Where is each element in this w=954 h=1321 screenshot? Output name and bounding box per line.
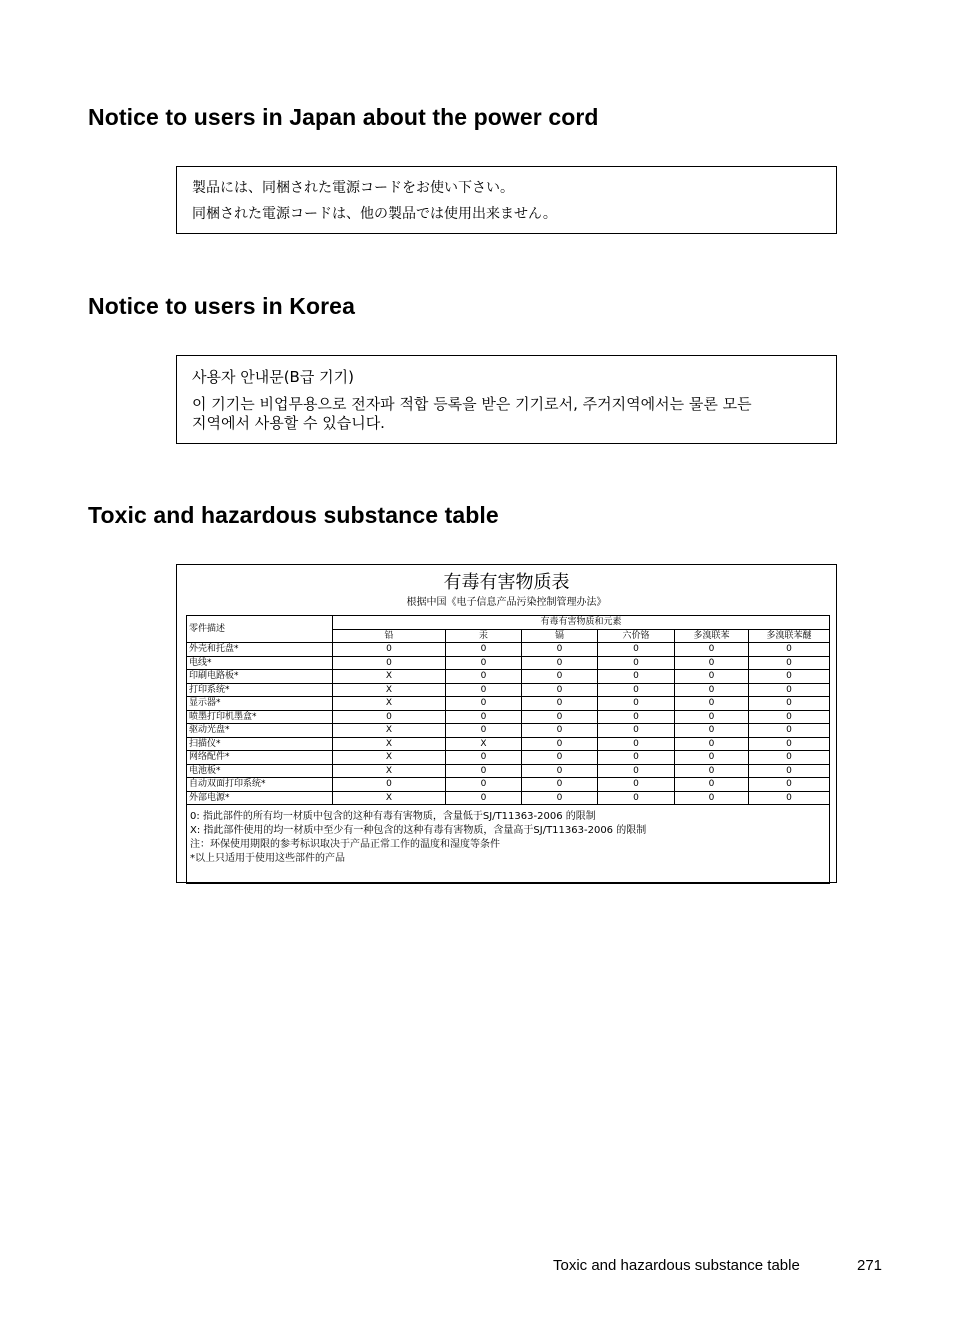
table-row xyxy=(187,656,830,670)
substance-value-cell: 0 xyxy=(333,710,446,724)
substance-value-cell: 0 xyxy=(749,656,830,670)
substance-value-cell: 0 xyxy=(675,737,749,751)
substance-value-cell: 0 xyxy=(749,791,830,805)
substance-value-cell: 0 xyxy=(598,724,675,738)
substance-value-cell: 0 xyxy=(675,724,749,738)
substance-value-cell: 0 xyxy=(522,778,598,792)
part-name-cell: 打印系统* xyxy=(187,683,333,697)
substance-value-cell: 0 xyxy=(598,710,675,724)
substance-value-cell: 0 xyxy=(675,751,749,765)
substance-value-cell: 0 xyxy=(598,670,675,684)
substance-value-cell: 0 xyxy=(522,764,598,778)
japan-notice-line-2: 同梱された電源コードは、他の製品では使用出来ません。 xyxy=(192,206,557,222)
substance-value-cell: 0 xyxy=(675,697,749,711)
table-row xyxy=(187,643,830,657)
substance-value-cell: 0 xyxy=(446,683,522,697)
substance-value-cell: 0 xyxy=(675,778,749,792)
table-row xyxy=(187,751,830,765)
japan-notice-line-1: 製品には、同梱された電源コードをお使い下さい。 xyxy=(192,180,514,196)
substance-value-cell: 0 xyxy=(446,791,522,805)
part-name-cell: 印刷电路板* xyxy=(187,670,333,684)
part-name-cell: 电池板* xyxy=(187,764,333,778)
table-row xyxy=(187,710,830,724)
column-header-lead: 铅 xyxy=(333,629,446,643)
part-name-cell: 自动双面打印系统* xyxy=(187,778,333,792)
part-name-cell: 喷墨打印机墨盒* xyxy=(187,710,333,724)
substance-value-cell: 0 xyxy=(598,656,675,670)
column-header-mercury: 汞 xyxy=(446,629,522,643)
substance-value-cell: 0 xyxy=(333,643,446,657)
table-row xyxy=(187,791,830,805)
substance-value-cell: 0 xyxy=(522,724,598,738)
substance-value-cell: 0 xyxy=(598,791,675,805)
substance-value-cell: X xyxy=(333,724,446,738)
table-row xyxy=(187,683,830,697)
table-notes xyxy=(187,805,830,884)
substance-value-cell: 0 xyxy=(749,683,830,697)
korea-notice-box xyxy=(176,355,837,444)
substance-value-cell: 0 xyxy=(446,751,522,765)
note-line: *以上只适用于使用这些部件的产品 xyxy=(190,853,345,864)
column-header-hexavalent-chromium: 六价铬 xyxy=(598,629,675,643)
substance-value-cell: X xyxy=(333,737,446,751)
substance-value-cell: 0 xyxy=(749,697,830,711)
substance-value-cell: 0 xyxy=(446,656,522,670)
substance-value-cell: 0 xyxy=(522,710,598,724)
substance-value-cell: 0 xyxy=(749,737,830,751)
substance-value-cell: X xyxy=(333,751,446,765)
substance-value-cell: 0 xyxy=(522,670,598,684)
substance-value-cell: X xyxy=(333,683,446,697)
substance-value-cell: 0 xyxy=(749,778,830,792)
korea-notice-line-2: 이 기기는 비업무용으로 전자파 적합 등록을 받은 기기로서, 주거지역에서는 물론 모든 xyxy=(192,395,752,413)
substance-value-cell: 0 xyxy=(446,724,522,738)
substance-value-cell: 0 xyxy=(333,656,446,670)
japan-notice-box xyxy=(176,166,837,234)
substance-value-cell: 0 xyxy=(522,643,598,657)
substance-value-cell: 0 xyxy=(522,656,598,670)
part-name-cell: 显示器* xyxy=(187,697,333,711)
substance-value-cell: X xyxy=(333,697,446,711)
substance-value-cell: X xyxy=(333,791,446,805)
substance-value-cell: 0 xyxy=(749,751,830,765)
substance-value-cell: 0 xyxy=(522,791,598,805)
part-description-header: 零件描述 xyxy=(187,616,333,643)
substance-value-cell: 0 xyxy=(446,670,522,684)
table-row xyxy=(187,737,830,751)
substance-value-cell: 0 xyxy=(446,778,522,792)
substance-value-cell: 0 xyxy=(446,643,522,657)
part-name-cell: 外部电源* xyxy=(187,791,333,805)
part-name-cell: 网络配件* xyxy=(187,751,333,765)
substance-value-cell: 0 xyxy=(675,710,749,724)
column-header-cadmium: 镉 xyxy=(522,629,598,643)
substance-value-cell: 0 xyxy=(522,751,598,765)
column-header-pbde: 多溴联苯醚 xyxy=(749,629,830,643)
substance-value-cell: 0 xyxy=(522,683,598,697)
substance-value-cell: 0 xyxy=(675,791,749,805)
table-row xyxy=(187,764,830,778)
substance-value-cell: 0 xyxy=(675,643,749,657)
substance-value-cell: 0 xyxy=(598,697,675,711)
table-row xyxy=(187,724,830,738)
korea-notice-line-3: 지역에서 사용할 수 있습니다. xyxy=(192,414,385,432)
substance-value-cell: 0 xyxy=(522,697,598,711)
substance-value-cell: X xyxy=(333,764,446,778)
substances-group-header: 有毒有害物质和元素 xyxy=(333,616,830,630)
substance-value-cell: 0 xyxy=(675,764,749,778)
toxic-substance-box xyxy=(176,564,837,883)
part-name-cell: 电线* xyxy=(187,656,333,670)
substance-value-cell: 0 xyxy=(598,778,675,792)
toxic-table-heading: Toxic and hazardous substance table xyxy=(88,502,499,528)
toxic-substance-table xyxy=(186,615,830,884)
korea-notice-heading: Notice to users in Korea xyxy=(88,293,355,319)
substance-value-cell: 0 xyxy=(446,710,522,724)
korea-notice-line-1: 사용자 안내문(B급 기기) xyxy=(192,368,354,386)
substance-value-cell: 0 xyxy=(333,778,446,792)
substance-value-cell: 0 xyxy=(749,724,830,738)
substance-value-cell: 0 xyxy=(749,643,830,657)
substance-value-cell: 0 xyxy=(675,683,749,697)
part-name-cell: 驱动光盘* xyxy=(187,724,333,738)
part-name-cell: 扫描仪* xyxy=(187,737,333,751)
substance-value-cell: X xyxy=(446,737,522,751)
japan-notice-heading: Notice to users in Japan about the power cord xyxy=(88,104,599,130)
toxic-table-title: 有毒有害物质表 xyxy=(443,572,570,593)
substance-value-cell: 0 xyxy=(598,643,675,657)
part-name-cell: 外壳和托盘* xyxy=(187,643,333,657)
page-number: 271 xyxy=(857,1257,883,1274)
substance-value-cell: 0 xyxy=(749,670,830,684)
note-line: 0: 指此部件的所有均一材质中包含的这种有毒有害物质，含量低于SJ/T11363-2006 的限制 xyxy=(190,811,596,822)
table-row xyxy=(187,670,830,684)
note-line: X: 指此部件使用的均一材质中至少有一种包含的这种有毒有害物质，含量高于SJ/T11363-2006 的限制 xyxy=(190,825,647,836)
substance-value-cell: 0 xyxy=(675,656,749,670)
footer-section-title: Toxic and hazardous substance table xyxy=(553,1257,800,1274)
column-header-pbb: 多溴联苯 xyxy=(675,629,749,643)
substance-value-cell: 0 xyxy=(598,737,675,751)
table-row xyxy=(187,697,830,711)
table-row xyxy=(187,778,830,792)
substance-value-cell: 0 xyxy=(446,697,522,711)
note-line: 注：环保使用期限的参考标识取决于产品正常工作的温度和湿度等条件 xyxy=(190,839,500,850)
substance-value-cell: 0 xyxy=(598,751,675,765)
substance-value-cell: 0 xyxy=(598,764,675,778)
substance-value-cell: 0 xyxy=(749,764,830,778)
toxic-table-subtitle: 根据中国《电子信息产品污染控制管理办法》 xyxy=(406,597,607,608)
substance-value-cell: 0 xyxy=(598,683,675,697)
substance-value-cell: 0 xyxy=(522,737,598,751)
substance-value-cell: 0 xyxy=(749,710,830,724)
substance-value-cell: X xyxy=(333,670,446,684)
substance-value-cell: 0 xyxy=(446,764,522,778)
substance-value-cell: 0 xyxy=(675,670,749,684)
